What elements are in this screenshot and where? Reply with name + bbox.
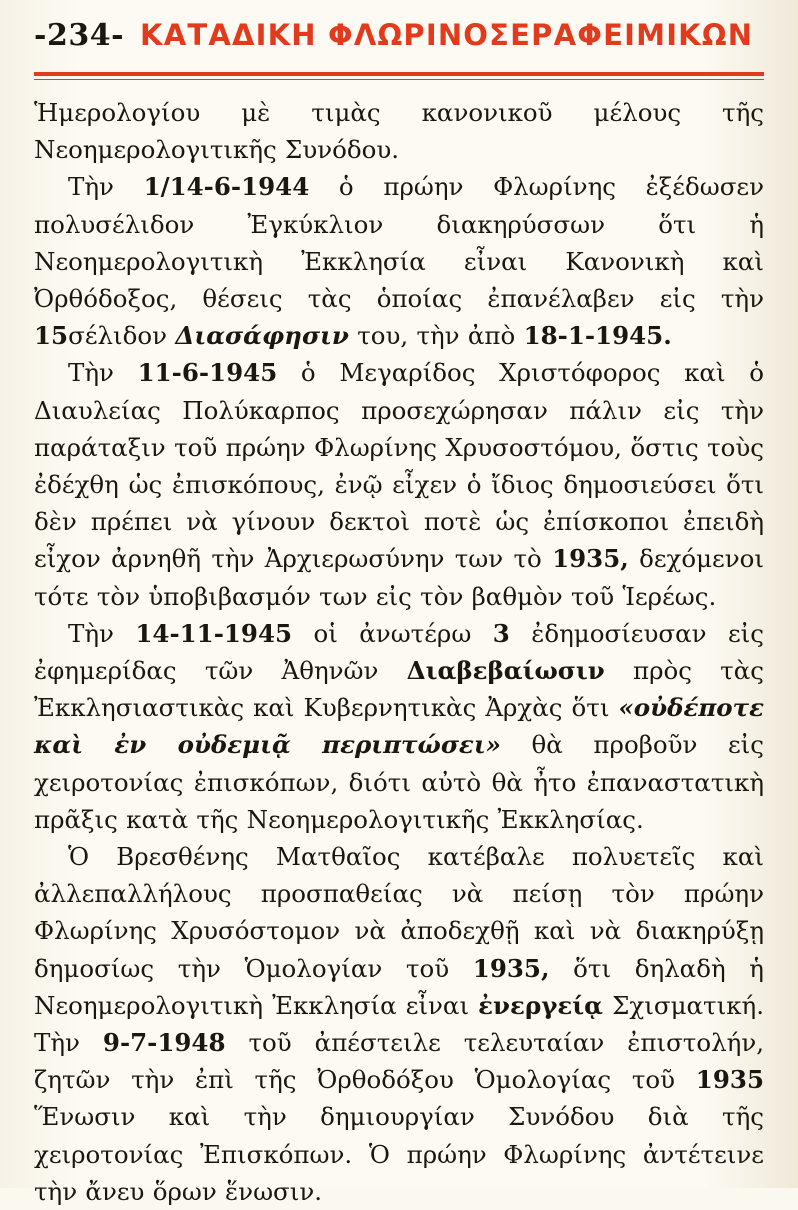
text-run: Τὴν	[68, 618, 136, 648]
emphasis-run: 15	[34, 321, 69, 351]
text-run: Τὴν	[68, 172, 144, 202]
page-number: -234-	[34, 18, 125, 53]
emphasis-run: 1935,	[472, 953, 550, 983]
emphasis-run: 1/14-6-1944	[143, 172, 310, 202]
text-run: δεχόμενοι τότε τὸν ὑποβιβασμόν των εἰς τὸν βαθμὸν τοῦ Ἱερέως.	[34, 544, 764, 611]
paragraph	[34, 94, 764, 168]
emphasis-run: 18-1-1945.	[523, 321, 672, 351]
emphasis-run: 3	[492, 618, 510, 648]
text-run: Σχισματική. Τὴν	[34, 990, 764, 1058]
text-run: Ἕνωσιν καὶ τὴν δημιουργίαν Συνόδου διὰ τῆς χειροτονίας Ἐπισκόπων. Ὁ πρώην Φλωρίνης ἀντέτεινε τὴν ἄνευ ὅρων ἕνωσιν.	[34, 1102, 764, 1206]
text-run: πρὸς τὰς Ἐκκλησιαστικὰς καὶ Κυβερνητικὰς Ἀρχὰς ὅτι	[34, 656, 764, 723]
paragraph	[34, 615, 764, 838]
text-run: ἐδημοσίευσαν εἰς ἐφημερίδας τῶν Ἀθηνῶν	[34, 618, 764, 686]
paragraph	[34, 838, 764, 1210]
text-run: του, τὴν ἀπὸ	[348, 321, 524, 351]
running-title: ΚΑΤΑΔΙΚΗ ΦΛΩΡΙΝΟΣΕΡΑΦΕΙΜΙΚΩΝ	[140, 18, 754, 52]
emphasis-run: 1935,	[552, 544, 629, 574]
text-run: ὁ Μεγαρίδος Χριστόφορος καὶ ὁ Διαυλείας Πολύκαρπος προσεχώρησαν πάλιν εἰς τὴν παράταξιν τοῦ πρώην Φλωρίνης Χρυσοστόμου, ὅστις τοὺς ἐδέχθη ὡς ἐπισκόπους, ἐνῷ εἶχεν ὁ ἴδιος δημοσιεύσει ὅτι δὲν πρέπει νὰ γίνουν δεκτοὶ ποτὲ ὡς ἐπίσκοποι ἐπειδὴ εἶχον ἀρνηθῆ τὴν Ἀρχιερωσύνην των τὸ	[34, 358, 764, 574]
page-header	[34, 18, 764, 64]
emphasis-run: «οὐδέποτε καὶ ἐν οὐδεμιᾷ περιπτώσει»	[34, 693, 764, 760]
text-run: θὰ προβοῦν εἰς χειροτονίας ἐπισκόπων, διότι αὐτὸ θὰ ἦτο ἐπαναστατικὴ πρᾶξις κατὰ τῆς Νεοημερολογιτικῆς Ἐκκλησίας.	[34, 730, 764, 834]
body-text	[34, 94, 764, 1210]
emphasis-run: 1935	[695, 1065, 764, 1095]
paragraph	[34, 354, 764, 614]
text-run: τοῦ ἀπέστειλε τελευταίαν ἐπιστολήν, ζητῶν τὴν ἐπὶ τῆς Ὀρθοδόξου Ὁμολογίας τοῦ	[34, 1028, 765, 1095]
text-run: ὁ πρώην Φλωρίνης ἐξέδωσεν πολυσέλιδον Ἐγκύκλιον διακηρύσσων ὅτι ἡ Νεοημερολογιτικὴ Ἐκκλησία εἶναι Κανονικὴ καὶ Ὀρθόδοξος, θέσεις τὰς ὁποίας ἐπανέλαβεν εἰς τὴν	[34, 172, 765, 314]
text-run: οἱ ἀνωτέρω	[292, 618, 493, 648]
text-run: Ἡμερολογίου μὲ τιμὰς κανονικοῦ μέλους τῆς Νεοημερολογιτικῆς Συνόδου.	[34, 98, 764, 165]
emphasis-run: Διαβεβαίωσιν	[406, 656, 605, 686]
text-run: σέλιδον	[68, 321, 176, 351]
emphasis-run: Διασάφησιν	[175, 321, 349, 351]
emphasis-run: 11-6-1945	[137, 358, 278, 388]
text-run: Τὴν	[68, 358, 138, 388]
paragraph	[34, 168, 764, 354]
text-run: Ὁ Βρεσθένης Ματθαῖος κατέβαλε πολυετεῖς καὶ ἀλλεπαλλήλους προσπαθείας νὰ πείσῃ τὸν πρώην Φλωρίνης Χρυσόστομον νὰ ἀποδεχθῇ καὶ νὰ διακηρύξῃ δημοσίως τὴν Ὁμολογίαν τοῦ	[34, 842, 764, 983]
emphasis-run: 14-11-1945	[135, 618, 293, 648]
text-run: ὅτι δηλαδὴ ἡ Νεοημερολογιτικὴ Ἐκκλησία εἶναι	[34, 953, 764, 1020]
emphasis-run: ἐνεργείᾳ	[478, 990, 604, 1020]
emphasis-run: 9-7-1948	[102, 1028, 226, 1058]
header-rule-thin	[34, 79, 764, 80]
header-rule-thick	[34, 72, 764, 76]
